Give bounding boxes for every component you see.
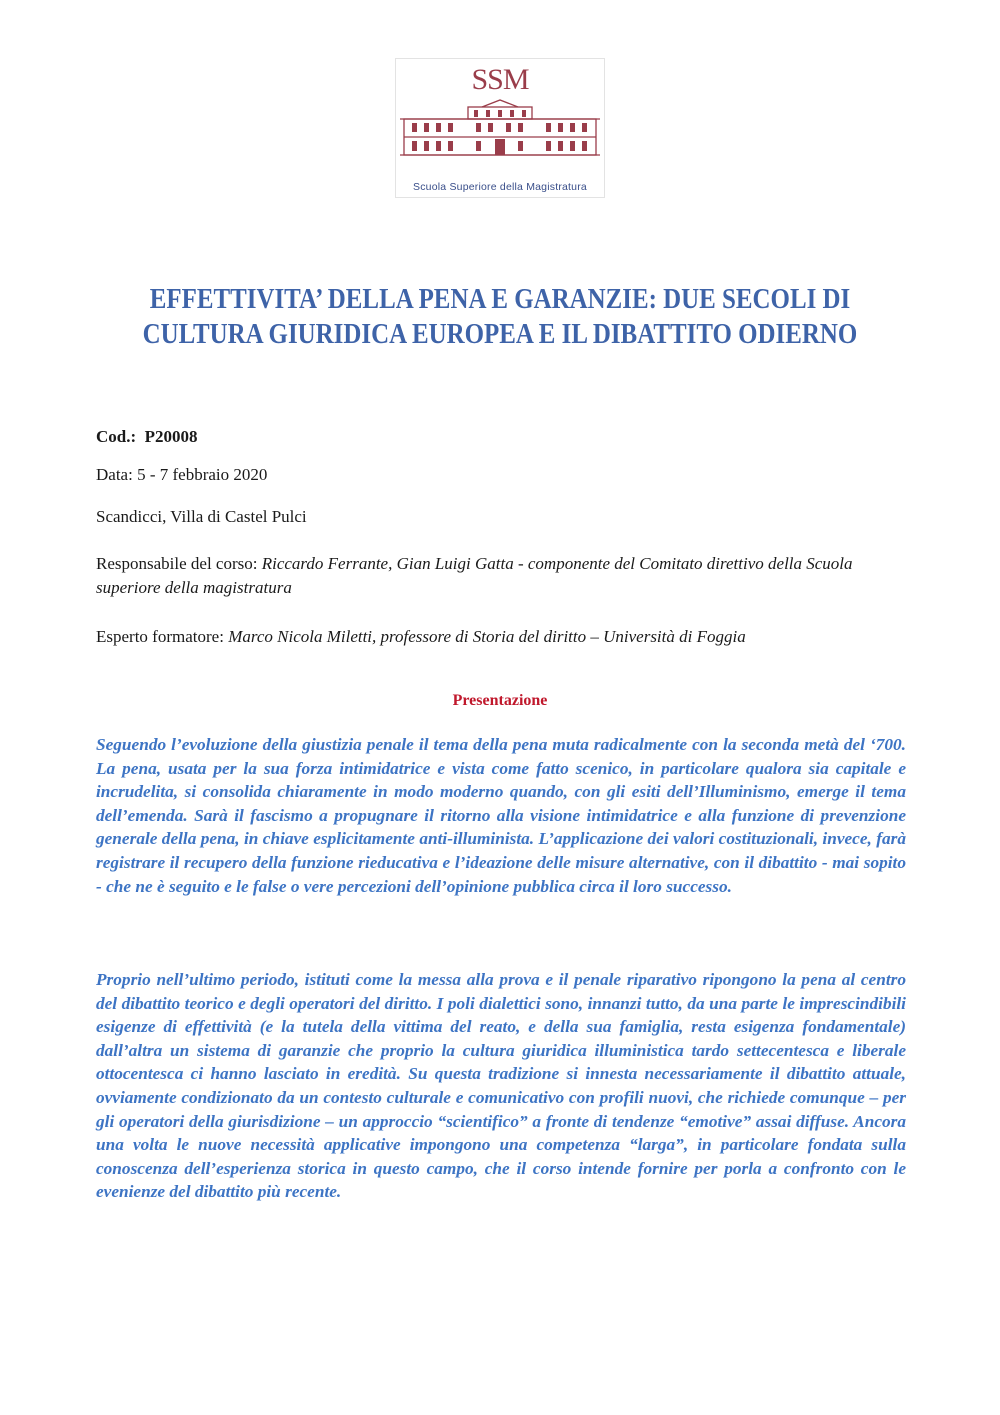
course-date-value: 5 - 7 febbraio 2020 [137, 465, 268, 484]
course-date [96, 463, 916, 487]
course-location: Scandicci, Villa di Castel Pulci [96, 507, 307, 526]
logo-caption: Scuola Superiore della Magistratura [413, 181, 587, 193]
responsabile-value: Riccardo Ferrante, Gian Luigi Gatta - componente del Comitato direttivo della Scuola superiore della magistratura [96, 554, 853, 597]
responsabile-label: Responsabile del corso: [96, 554, 258, 573]
villa-building-icon [396, 99, 604, 159]
logo-acronym: SSM [471, 63, 529, 96]
course-code-value: P20008 [144, 427, 198, 446]
course-responsabile [96, 552, 916, 600]
presentazione-paragraph-2: Proprio nell’ultimo periodo, istituti come la messa alla prova e il penale riparativo ripongono la pena al centro del dibattito teorico e degli operatori del diritto. I poli dialettici sono, innanzi tutto, da una parte le imprescindibili esigenze di effettività (e la tutela della vittima del reato, e della sua famiglia, resta esigenza fondamentale) dall’altra un sistema di garanzie che proprio la cultura giuridica illuministica tardo settecentesca e liberale ottocentesca ci hanno lasciato in eredità. Su questa tradizione si innesta necessariamente il dibattito attuale, ovviamente condizionato da un contesto culturale e comunicativo con profili nuovi, che richiede comunque – per gli operatori della giurisdizione – un approccio “scientifico” a fronte di tendenze “emotive” assai diffuse. Ancora una volta le nuove necessità applicative impongono una competenza “larga”, in particolare fondata sulla conoscenza dell’esperienza storica in questo campo, che il corso intende fornire per porla a confronto con le evenienze del dibattito più recente. [96, 970, 906, 1202]
document-title: EFFETTIVITA’ DELLA PENA E GARANZIE: DUE SECOLI DI CULTURA GIURIDICA EUROPEA E IL DIBATTITO ODIERNO [142, 283, 858, 350]
esperto-value: Marco Nicola Miletti, professore di Storia del diritto – Università di Foggia [228, 627, 746, 646]
esperto-label: Esperto formatore: [96, 627, 224, 646]
course-date-label: Data: [96, 465, 133, 484]
course-esperto [96, 625, 916, 649]
ssm-logo [395, 58, 605, 198]
presentazione-heading: Presentazione [452, 692, 548, 709]
course-code-label: Cod.: [96, 427, 137, 446]
presentazione-paragraph-1: Seguendo l’evoluzione della giustizia penale il tema della pena muta radicalmente con la seconda metà del ‘700. La pena, usata per la sua forza intimidatrice e vista come fatto scenico, in particolare qualora sia capitale e incrudelita, si consolida chiaramente in modo moderno quando, con gli esiti dell’Illuminismo, emerge il tema dell’emenda. Sarà il fascismo a propugnare il ritorno alla visione intimidatrice e alla funzione di prevenzione generale della pena, in chiave esplicitamente anti-illuminista. L’applicazione dei valori costituzionali, invece, farà registrare il recupero della funzione rieducativa e l’ideazione delle misure alternative, con il dibattito - mai sopito - che ne è seguito e le false o vere percezioni dell’opinione pubblica circa il loro successo. [96, 735, 906, 896]
course-code [96, 425, 916, 449]
